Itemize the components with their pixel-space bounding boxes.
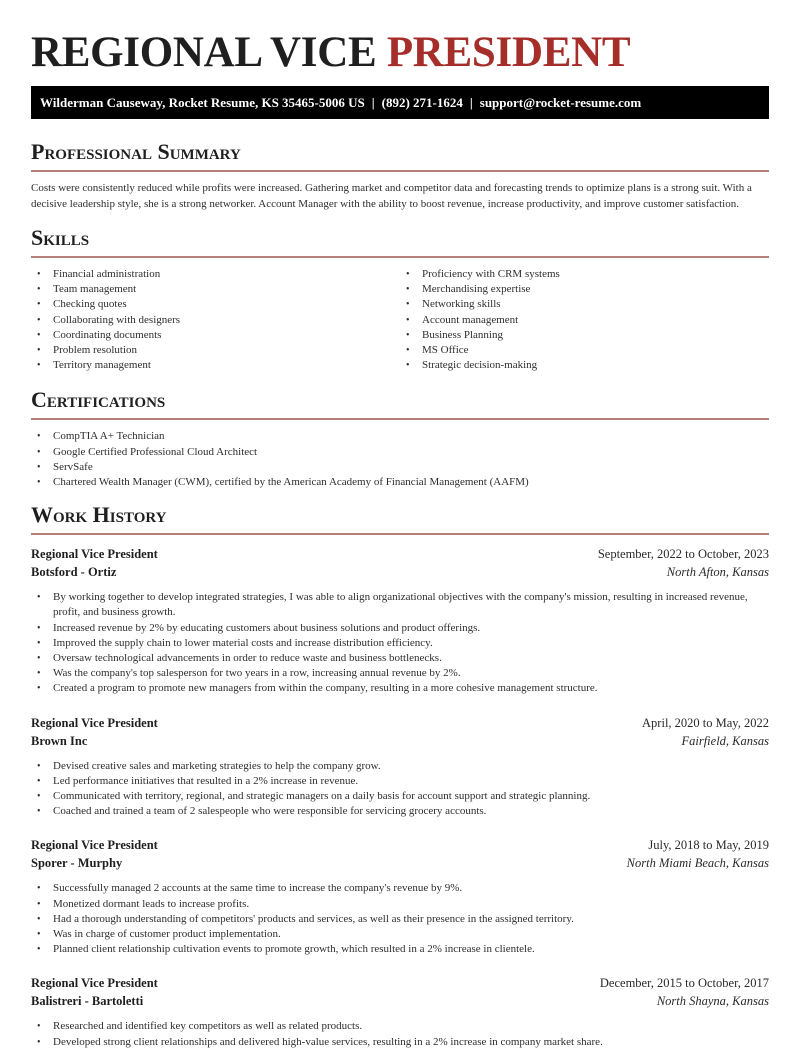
job-company-row (31, 563, 769, 581)
job-title: Regional Vice President (31, 976, 158, 991)
job-entry (31, 545, 769, 696)
resume-name (31, 0, 769, 86)
job-dates: April, 2020 to May, 2022 (642, 715, 769, 730)
skill-item: • Financial administration (31, 267, 400, 282)
skill-item: • Territory management (31, 358, 400, 373)
job-bullet: • Increased revenue by 2% by educating customers about business solutions and product offerings. (31, 621, 769, 636)
skill-item: • Team management (31, 282, 400, 297)
job-location: North Miami Beach, Kansas (626, 856, 769, 871)
skill-item: • Business Planning (400, 328, 769, 343)
contact-bar (31, 86, 769, 119)
job-company: Botsford - Ortiz (31, 565, 117, 580)
contact-email: support@rocket-resume.com (479, 95, 642, 110)
certification-item: • Google Certified Professional Cloud Architect (31, 445, 769, 460)
job-location: North Shayna, Kansas (656, 994, 769, 1009)
job-bullets (31, 759, 769, 820)
section-title-certifications: Certifications (31, 389, 769, 420)
job-company: Balistreri - Bartoletti (31, 994, 144, 1009)
job-header-row (31, 714, 769, 732)
contact-separator: | (469, 95, 473, 110)
skill-item: • MS Office (400, 343, 769, 358)
skills-list-left (31, 267, 400, 373)
job-bullet: • Led performance initiatives that resulted in a 2% increase in revenue. (31, 774, 769, 789)
job-bullet: • Researched and identified key competitors as well as related products. (31, 1019, 769, 1034)
skill-item: • Coordinating documents (31, 328, 400, 343)
certifications-section (31, 389, 769, 490)
job-header-row (31, 974, 769, 992)
job-entry (31, 974, 769, 1049)
job-bullet: • Had a thorough understanding of competitors' products and services, as well as their presence in the assigned territory. (31, 912, 769, 927)
job-title: Regional Vice President (31, 547, 158, 562)
job-bullet: • Improved the supply chain to lower material costs and increase distribution efficiency. (31, 636, 769, 651)
name-part-2: PRESIDENT (386, 29, 631, 76)
certifications-list (31, 429, 769, 490)
job-bullet: • Devised creative sales and marketing strategies to help the company grow. (31, 759, 769, 774)
job-entry (31, 714, 769, 820)
job-company: Sporer - Murphy (31, 856, 123, 871)
section-title-summary: Professional Summary (31, 141, 769, 172)
job-title: Regional Vice President (31, 715, 158, 730)
job-bullet: • Coached and trained a team of 2 salespeople who were responsible for servicing grocery accounts. (31, 804, 769, 819)
skills-list-right (400, 267, 769, 373)
certification-item: • CompTIA A+ Technician (31, 429, 769, 444)
job-bullet: • Oversaw technological advancements in order to reduce waste and business bottlenecks. (31, 651, 769, 666)
certification-item: • ServSafe (31, 460, 769, 475)
skills-columns (31, 267, 769, 373)
job-header-row (31, 545, 769, 563)
job-bullet: • Monetized dormant leads to increase profits. (31, 897, 769, 912)
skills-section (31, 227, 769, 373)
skill-item: • Merchandising expertise (400, 282, 769, 297)
job-bullets (31, 881, 769, 957)
job-title: Regional Vice President (31, 838, 158, 853)
work-history-section (31, 504, 769, 1050)
job-bullet: • By working together to develop integrated strategies, I was able to align organizational objectives with the company's mission, resulting in increased revenue, profit, and business growth. (31, 590, 769, 620)
section-title-work-history: Work History (31, 504, 769, 535)
skill-item: • Collaborating with designers (31, 313, 400, 328)
job-bullets (31, 590, 769, 696)
job-bullet: • Developed strong client relationships and delivered high-value services, resulting in a 2% increase in company market share. (31, 1035, 769, 1050)
job-location: Fairfield, Kansas (681, 733, 769, 748)
certification-item: • Chartered Wealth Manager (CWM), certified by the American Academy of Financial Management (AAFM) (31, 475, 769, 490)
skill-item: • Networking skills (400, 297, 769, 312)
skill-item: • Problem resolution (31, 343, 400, 358)
job-header-row (31, 836, 769, 854)
job-location: North Afton, Kansas (666, 565, 769, 580)
skill-item: • Account management (400, 313, 769, 328)
job-bullet: • Was the company's top salesperson for two years in a row, increasing annual revenue by 2%. (31, 666, 769, 681)
job-company-row (31, 854, 769, 872)
job-bullet: • Was in charge of customer product implementation. (31, 927, 769, 942)
skill-item: • Checking quotes (31, 297, 400, 312)
contact-separator: | (371, 95, 375, 110)
job-company-row (31, 992, 769, 1010)
job-dates: July, 2018 to May, 2019 (648, 838, 769, 853)
job-company: Brown Inc (31, 733, 88, 748)
job-dates: December, 2015 to October, 2017 (599, 976, 769, 991)
job-dates: September, 2022 to October, 2023 (597, 547, 769, 562)
name-part-1: REGIONAL VICE (31, 29, 377, 76)
skill-item: • Strategic decision-making (400, 358, 769, 373)
summary-text: Costs were consistently reduced while profits were increased. Gathering market and competitor data and forecasting trends to optimize plans is a strong suit. With a decisive leadership style, she is a strong networker. Account Manager with the ability to boost revenue, increase productivity, and improve customer satisfaction. (31, 182, 752, 210)
job-company-row (31, 732, 769, 750)
skill-item: • Proficiency with CRM systems (400, 267, 769, 282)
contact-phone: (892) 271-1624 (381, 95, 463, 110)
section-title-skills: Skills (31, 227, 769, 258)
job-bullet: • Planned client relationship cultivation events to promote growth, which resulted in a 2% increase in clientele. (31, 942, 769, 957)
job-bullet: • Communicated with territory, regional, and strategic managers on a daily basis for account support and strategic planning. (31, 789, 769, 804)
contact-address: Wilderman Causeway, Rocket Resume, KS 35465-5006 US (40, 95, 365, 110)
professional-summary-section (31, 141, 769, 212)
job-bullet: • Created a program to promote new managers from within the company, resulting in a more cohesive management structure. (31, 681, 769, 696)
job-entry (31, 836, 769, 957)
job-bullet: • Successfully managed 2 accounts at the same time to increase the company's revenue by 9%. (31, 881, 769, 896)
